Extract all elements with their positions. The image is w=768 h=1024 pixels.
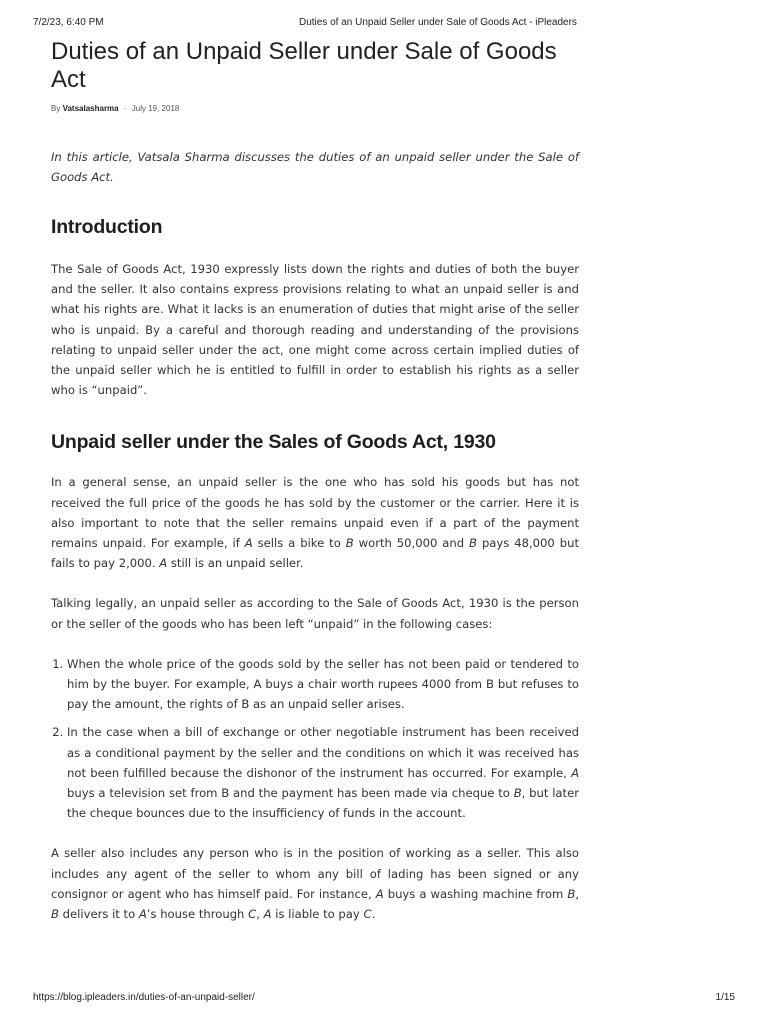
text-run: In a general sense, an unpaid seller is the one who has sold his goods but has not received the full price of the goods he has sold by the customer or the carrier. Here it is also important to note that the seller remains unpaid even if a part of the payment remains unpaid. For example, if: [51, 475, 579, 551]
article-title: Duties of an Unpaid Seller under Sale of Goods Act: [51, 38, 557, 93]
unpaid-cases-list: [51, 654, 579, 824]
author-link[interactable]: Vatsalasharma: [62, 104, 119, 113]
text-run: .: [371, 907, 376, 922]
print-document-title: Duties of an Unpaid Seller under Sale of Goods Act - iPleaders: [299, 17, 577, 28]
text-run: delivers it to: [58, 907, 139, 922]
party-a: A: [571, 765, 579, 780]
text-run: , but later the cheque bounces due to the insufficiency of funds in the account.: [67, 786, 579, 821]
text-run: In the case when a bill of exchange or other negotiable instrument has been received as a conditional payment by the seller and the conditions on which it was received has not been fulfilled because the dishonor of the instrument has occurred. For example,: [67, 725, 579, 780]
introduction-heading: Introduction: [51, 216, 163, 238]
unpaid-seller-paragraph-3: [51, 843, 579, 924]
party-a: A: [159, 556, 168, 571]
party-b: B: [513, 786, 522, 801]
party-b: B: [567, 886, 576, 901]
unpaid-seller-paragraph-2: Talking legally, an unpaid seller as according to the Sale of Goods Act, 1930 is the person or the seller of the goods who has been left “unpaid” in the following cases:: [51, 596, 579, 631]
text-run: worth 50,000 and: [353, 536, 470, 551]
byline: [51, 103, 579, 115]
text-run: ’s house through: [146, 907, 249, 922]
party-a: A: [138, 907, 147, 922]
introduction-paragraph: The Sale of Goods Act, 1930 expressly lists down the rights and duties of both the buyer and the seller. It also contains express provisions relating to what an unpaid seller is and what his rights are. What it lacks is an enumeration of duties that might arise of the seller who is unpaid. By a careful and thorough reading and understanding of the provisions relating to unpaid seller under the act, one might come across certain implied duties of the unpaid seller which he is entitled to fulfill in order to establish his rights as a seller who is “unpaid”.: [51, 262, 579, 398]
article: [51, 38, 579, 924]
byline-by: By: [51, 104, 61, 113]
party-a: A: [244, 536, 253, 551]
text-run: ,: [256, 907, 264, 922]
page-number: 1/15: [715, 992, 735, 1003]
print-footer: [33, 992, 735, 1006]
text-run: ,: [575, 886, 579, 901]
party-a: A: [263, 907, 272, 922]
byline-separator: -: [123, 104, 127, 113]
unpaid-seller-heading: Unpaid seller under the Sales of Goods Act, 1930: [51, 431, 496, 454]
party-b: B: [469, 536, 478, 551]
article-lead: In this article, Vatsala Sharma discusses the duties of an unpaid seller under the Sale of Goods Act.: [51, 150, 579, 184]
party-b: B: [345, 536, 354, 551]
party-a: A: [375, 886, 384, 901]
print-header: [33, 17, 735, 31]
party-b: B: [51, 907, 59, 922]
text-run: sells a bike to: [252, 536, 346, 551]
text-run: pays 48,000 but fails to pay 2,000.: [51, 536, 579, 571]
text-run: still is an unpaid seller.: [167, 556, 304, 571]
publish-date: July 19, 2018: [131, 104, 180, 113]
text-run: buys a washing machine from: [383, 886, 568, 901]
text-run: A seller also includes any person who is in the position of working as a seller. This also includes any agent of the seller to whom any bill of lading has been signed or any consignor or agent who has himself paid. For instance,: [51, 846, 579, 901]
unpaid-seller-paragraph-1: [51, 472, 579, 573]
text-run: buys a television set from B and the payment has been made via cheque to: [67, 786, 514, 801]
page-url: https://blog.ipleaders.in/duties-of-an-unpaid-seller/: [33, 992, 255, 1003]
list-item: [67, 722, 579, 823]
print-datetime: 7/2/23, 6:40 PM: [33, 17, 104, 28]
party-c: C: [363, 907, 372, 922]
text-run: is liable to pay: [271, 907, 364, 922]
list-item: 1. When the whole price of the goods sold by the seller has not been paid or tendered to him by the buyer. For example, A buys a chair worth rupees 4000 from B but refuses to pay the amount, the rights of B as an unpaid seller arises.: [67, 654, 579, 715]
party-c: C: [248, 907, 257, 922]
